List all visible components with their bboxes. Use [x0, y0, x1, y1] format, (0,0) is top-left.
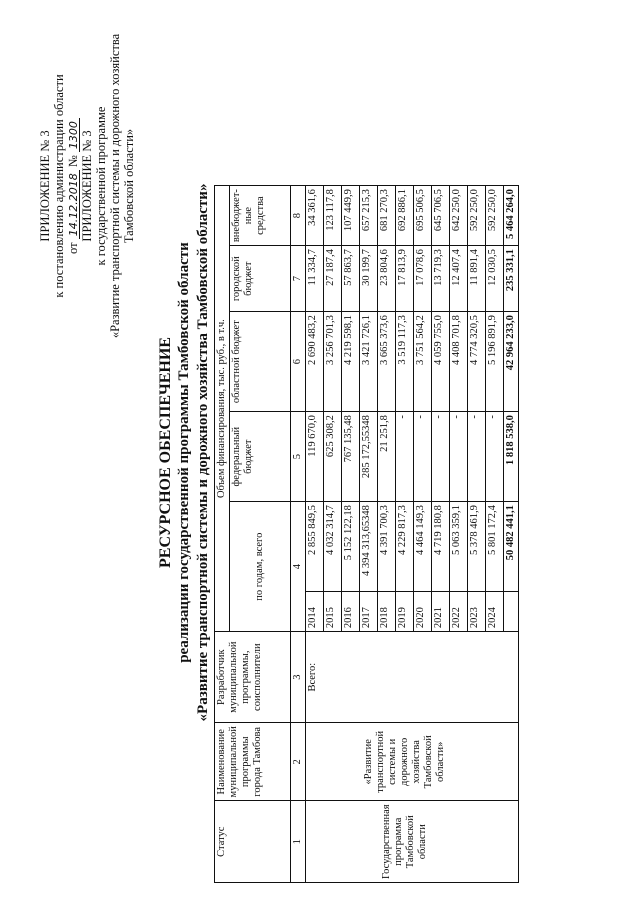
header-regional: областной бюджет: [230, 312, 291, 412]
decree-date-line: [66, 26, 80, 346]
column-number: 4: [291, 502, 306, 632]
status-cell: Государственная программа Тамбовской области: [306, 801, 504, 883]
header-city: городской бюджет: [230, 246, 291, 312]
resource-table: [214, 185, 519, 883]
developer-cell: Всего:: [306, 632, 504, 723]
total-regional: 42 964 233,0: [504, 312, 519, 412]
totals-row: [504, 186, 519, 883]
header-program-name: Наименование муниципальной программы города Тамбова: [215, 723, 291, 801]
cell-offbudget: 34 361,6: [306, 186, 324, 246]
cell-city: 11 334,7: [306, 246, 324, 312]
cell-year: 2020: [414, 592, 432, 632]
cell-city: 23 804,6: [378, 246, 396, 312]
cell-total: 4 464 149,3: [414, 502, 432, 592]
program-reference: к государственной программе: [94, 106, 108, 266]
cell-regional: 4 059 755,0: [432, 312, 450, 412]
cell-year: 2018: [378, 592, 396, 632]
decree-date: 14.12.2018: [68, 170, 80, 239]
total-offbudget: 5 464 264,0: [504, 186, 519, 246]
table-row: [306, 186, 324, 883]
cell-year: 2015: [324, 592, 342, 632]
cell-offbudget: 645 706,5: [432, 186, 450, 246]
cell-regional: 3 751 564,2: [414, 312, 432, 412]
cell-city: 27 187,4: [324, 246, 342, 312]
title-line2: реализации государственной программы Тамбовской области: [176, 242, 192, 663]
cell-total: 4 391 700,3: [378, 502, 396, 592]
cell-offbudget: 695 506,5: [414, 186, 432, 246]
cell-regional: 3 256 701,3: [324, 312, 342, 412]
cell-offbudget: 123 117,8: [324, 186, 342, 246]
total-sum: 50 482 441,1: [504, 502, 519, 592]
cell-total: 5 152 122,18: [342, 502, 360, 592]
column-number: 1: [291, 801, 306, 883]
cell-year: 2016: [342, 592, 360, 632]
cell-year: 2019: [396, 592, 414, 632]
program-appendix-label: ПРИЛОЖЕНИЕ № 3: [80, 130, 94, 242]
cell-total: 4 229 817,3: [396, 502, 414, 592]
cell-city: 57 863,7: [342, 246, 360, 312]
header-status: Статус: [215, 801, 291, 883]
appendix-header: [38, 26, 136, 346]
cell-offbudget: 681 270,3: [378, 186, 396, 246]
title-line1: РЕСУРСНОЕ ОБЕСПЕЧЕНИЕ: [157, 337, 174, 568]
column-number: 3: [291, 632, 306, 723]
cell-year: 2023: [468, 592, 486, 632]
decree-number-sign: №: [66, 155, 80, 168]
cell-federal: 119 670,0: [306, 412, 324, 502]
header-row-1: [215, 186, 230, 883]
cell-year: 2014: [306, 592, 324, 632]
title-line3: «Развитие транспортной системы и дорожного хозяйства Тамбовской области»: [195, 183, 211, 722]
cell-city: 30 199,7: [360, 246, 378, 312]
cell-federal: -: [486, 412, 504, 502]
cell-year: 2024: [486, 592, 504, 632]
cell-federal: -: [396, 412, 414, 502]
cell-city: 12 030,5: [486, 246, 504, 312]
header-funding: Объем финансирования, тыс. руб., в т.ч.: [215, 186, 230, 632]
cell-offbudget: 107 449,9: [342, 186, 360, 246]
cell-year: 2022: [450, 592, 468, 632]
cell-federal: 21 251,8: [378, 412, 396, 502]
cell-regional: 4 774 320,5: [468, 312, 486, 412]
decree-reference: к постановлению администрации области: [52, 74, 66, 298]
document-title: [156, 0, 213, 905]
cell-regional: 3 519 117,3: [396, 312, 414, 412]
total-city: 235 331,1: [504, 246, 519, 312]
cell-offbudget: 692 886,1: [396, 186, 414, 246]
cell-regional: 3 421 726,1: [360, 312, 378, 412]
cell-year: 2021: [432, 592, 450, 632]
appendix-label: ПРИЛОЖЕНИЕ № 3: [38, 130, 52, 242]
cell-city: 11 891,4: [468, 246, 486, 312]
decree-number: 1300: [68, 118, 80, 152]
cell-total: 4 032 314,7: [324, 502, 342, 592]
header-developer: Разработчик муниципальной программы, соисполнители: [215, 632, 291, 723]
cell-city: 13 719,3: [432, 246, 450, 312]
cell-offbudget: 642 250,0: [450, 186, 468, 246]
column-number: 8: [291, 186, 306, 246]
cell-federal: 285 172,55348: [360, 412, 378, 502]
program-name-cell: «Развитие транспортной системы и дорожного хозяйства Тамбовской области»: [306, 723, 504, 801]
cell-total: 5 378 461,9: [468, 502, 486, 592]
cell-total: 2 855 849,5: [306, 502, 324, 592]
cell-regional: 2 690 483,2: [306, 312, 324, 412]
program-name-line2: Тамбовской области»: [122, 128, 136, 244]
cell-federal: -: [432, 412, 450, 502]
cell-regional: 5 196 891,9: [486, 312, 504, 412]
column-number: 6: [291, 312, 306, 412]
cell-federal: -: [414, 412, 432, 502]
cell-federal: -: [450, 412, 468, 502]
cell-federal: 767 135,48: [342, 412, 360, 502]
total-federal: 1 818 538,0: [504, 412, 519, 502]
header-federal: федеральный бюджет: [230, 412, 291, 502]
cell-total: 4 719 180,8: [432, 502, 450, 592]
cell-offbudget: 592 250,0: [486, 186, 504, 246]
cell-city: 17 078,6: [414, 246, 432, 312]
cell-offbudget: 657 215,3: [360, 186, 378, 246]
cell-city: 12 407,4: [450, 246, 468, 312]
cell-federal: 625 308,2: [324, 412, 342, 502]
decree-date-prefix: от: [66, 242, 80, 254]
column-number: 2: [291, 723, 306, 801]
program-name-line1: «Развитие транспортной системы и дорожного хозяйства: [108, 33, 122, 339]
cell-regional: 4 408 701,8: [450, 312, 468, 412]
cell-regional: 3 665 373,6: [378, 312, 396, 412]
column-number: 7: [291, 246, 306, 312]
cell-offbudget: 592 250,0: [468, 186, 486, 246]
cell-regional: 4 219 598,1: [342, 312, 360, 412]
header-offbudget: внебюджет-ные средства: [230, 186, 291, 246]
cell-total: 5 801 172,4: [486, 502, 504, 592]
column-number: 5: [291, 412, 306, 502]
cell-federal: -: [468, 412, 486, 502]
header-by-years: по годам, всего: [230, 502, 291, 632]
cell-city: 17 813,9: [396, 246, 414, 312]
column-number-row: [291, 186, 306, 883]
cell-total: 4 394 313,65348: [360, 502, 378, 592]
cell-total: 5 063 359,1: [450, 502, 468, 592]
cell-year: 2017: [360, 592, 378, 632]
